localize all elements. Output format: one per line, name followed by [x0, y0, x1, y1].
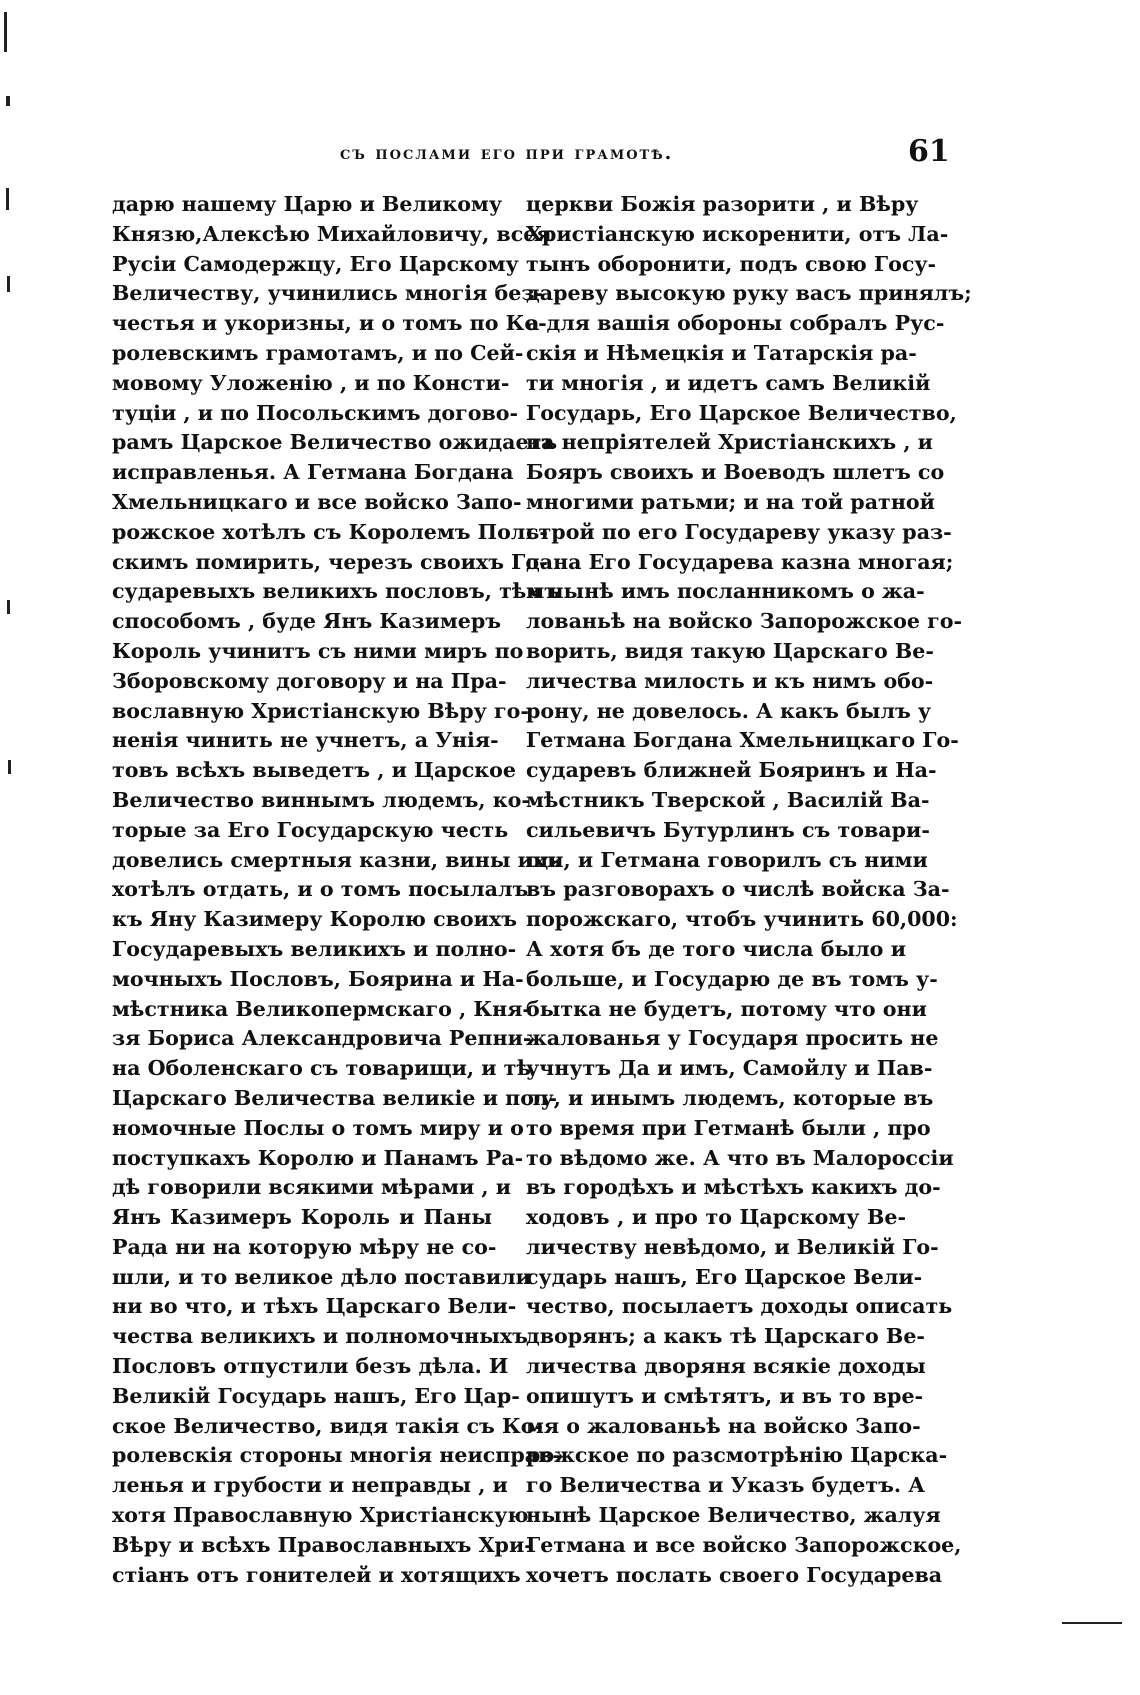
- page-number: 61: [908, 134, 950, 169]
- text-line: стіанъ отъ гонителей и хотящихъ: [112, 1562, 521, 1587]
- text-line: опишутъ и смѣтятъ, и въ то вре-: [526, 1383, 924, 1408]
- text-line: дана Его Государева казна многая;: [526, 549, 954, 574]
- text-line: Государевыхъ великихъ и полно-: [112, 936, 517, 961]
- scan-mark: [7, 276, 10, 292]
- text-line: Государь, Его Царское Величество,: [526, 400, 957, 425]
- text-line: дареву высокую руку васъ принялъ;: [526, 281, 972, 306]
- text-line: ворить, видя такую Царскаго Ве-: [526, 638, 934, 663]
- text-line: ненія чинить не учнетъ, а Унія-: [112, 728, 499, 753]
- text-line: чество, посылаетъ доходы описать: [526, 1294, 953, 1319]
- text-line: и нынѣ имъ посланникомъ о жа-: [526, 579, 925, 604]
- text-column-right: [526, 190, 972, 1590]
- text-line: учнутъ Да и имъ, Самойлу и Пав-: [526, 1056, 933, 1081]
- text-line: рамъ Царское Величество ожидаетъ: [112, 430, 558, 455]
- text-line: мовому Уложенію , и по Консти-: [112, 370, 510, 395]
- text-line: Гетмана Богдана Хмельницкаго Го-: [526, 728, 959, 753]
- text-line: ти многія , и идетъ самъ Великій: [526, 370, 931, 395]
- text-line: зя Бориса Александровича Репни-: [112, 1026, 532, 1051]
- scan-mark: [6, 96, 10, 106]
- text-line: способомъ , буде Янъ Казимеръ: [112, 609, 502, 634]
- text-line: скія и Нѣмецкія и Татарскія ра-: [526, 340, 917, 365]
- text-line: Величество виннымъ людемъ, ко-: [112, 787, 530, 812]
- text-line: А хотя бъ де того числа было и: [526, 936, 906, 961]
- text-line: ролевскія стороны многія неисправ-: [112, 1443, 561, 1468]
- text-line: туціи , и по Посольскимъ догово-: [112, 400, 519, 425]
- text-line: ролевскимъ грамотамъ, и по Сей-: [112, 340, 524, 365]
- text-line: Король учинитъ съ ними миръ по: [112, 638, 524, 663]
- text-line: на непріятелей Христіанскихъ , и: [526, 430, 933, 455]
- text-line: хотя Православную Христіанскую: [112, 1503, 529, 1528]
- text-line: личества дворяня всякіе доходы: [526, 1354, 926, 1379]
- text-line: поступкахъ Королю и Панамъ Ра-: [112, 1145, 524, 1170]
- text-line: сильевичъ Бутурлинъ съ товари-: [526, 817, 930, 842]
- text-line: мя о жалованьѣ на войско Запо-: [526, 1413, 921, 1438]
- text-line: Царскаго Величества великіе и пол-: [112, 1085, 558, 1110]
- text-line: дворянъ; а какъ тѣ Царскаго Ве-: [526, 1324, 925, 1349]
- text-line: мѣстника Великопермскаго , Кня-: [112, 996, 531, 1021]
- text-line: Великій Государь нашъ, Его Цар-: [112, 1383, 520, 1408]
- text-line: личеству невѣдомо, и Великій Го-: [526, 1234, 939, 1259]
- text-line: Рада ни на которую мѣру не со-: [112, 1234, 497, 1259]
- scan-mark: [7, 600, 10, 614]
- text-line: то вѣдомо же. А что въ Малороссіи: [526, 1145, 954, 1170]
- text-line: личества милость и къ нимъ обо-: [526, 668, 934, 693]
- text-line: исправленья. А Гетмана Богдана: [112, 460, 514, 485]
- text-line: нынѣ Царское Величество, жалуя: [526, 1503, 941, 1528]
- text-line: довелись смертныя казни, вины ихъ: [112, 847, 562, 872]
- scan-mark: [8, 760, 11, 774]
- text-line: къ Яну Казимеру Королю своихъ: [112, 907, 518, 932]
- text-line: рону, не довелось. А какъ былъ у: [526, 698, 932, 723]
- text-line: Русіи Самодержцу, Его Царскому: [112, 251, 519, 276]
- text-line: жалованья у Государя просить не: [526, 1026, 939, 1051]
- text-line: торые за Его Государскую честь: [112, 817, 509, 842]
- text-line: въ разговорахъ о числѣ войска За-: [526, 877, 950, 902]
- text-line: Янъ Казимеръ Король и Паны: [112, 1205, 492, 1230]
- scan-mark: [4, 12, 7, 52]
- text-line: вославную Христіанскую Вѣру го-: [112, 698, 529, 723]
- text-line: дарю нашему Царю и Великому: [112, 192, 503, 216]
- text-line: товъ всѣхъ выведетъ , и Царское: [112, 758, 516, 783]
- running-title: съ послами его при грамотѣ.: [340, 142, 674, 164]
- text-line: лованьѣ на войско Запорожское го-: [526, 609, 963, 634]
- text-line: Зборовскому договору и на Пра-: [112, 668, 507, 693]
- text-line: сударевъ ближней Бояринъ и На-: [526, 758, 937, 783]
- text-line: рожское по разсмотрѣнію Царска-: [526, 1443, 948, 1468]
- text-line: въ городѣхъ и мѣстѣхъ какихъ до-: [526, 1175, 941, 1200]
- text-line: церкви Божія разорити , и Вѣру: [526, 192, 919, 216]
- text-line: щи, и Гетмана говорилъ съ ними: [526, 847, 928, 872]
- text-line: Бояръ своихъ и Воеводъ шлетъ со: [526, 460, 945, 485]
- text-line: дѣ говорили всякими мѣрами , и: [112, 1175, 512, 1200]
- text-line: ское Величество, видя такія съ Ко-: [112, 1413, 543, 1438]
- text-column-left: [112, 190, 562, 1590]
- text-line: на Оболенскаго съ товарищи, и тѣ: [112, 1056, 531, 1081]
- text-line: Хмельницкаго и все войско Запо-: [112, 489, 522, 514]
- text-line: честья и укоризны, и о томъ по Ко-: [112, 311, 547, 336]
- text-line: го Величества и Указъ будетъ. А: [526, 1473, 926, 1498]
- scan-mark: [6, 188, 9, 210]
- text-line: больше, и Государю де въ томъ у-: [526, 966, 938, 991]
- text-line: порожскаго, чтобъ учинить 60,000:: [526, 907, 958, 932]
- text-line: Величеству, учинились многія без-: [112, 281, 544, 306]
- scan-mark: [1062, 1622, 1122, 1624]
- text-line: ленья и грубости и неправды , и: [112, 1473, 508, 1498]
- text-line: то время при Гетманѣ были , про: [526, 1115, 931, 1140]
- text-line: Гетмана и все войско Запорожское,: [526, 1532, 962, 1557]
- text-line: ни во что, и тѣхъ Царскаго Вели-: [112, 1294, 517, 1319]
- text-line: лу, и инымъ людемъ, которые въ: [526, 1085, 934, 1110]
- text-line: а для вашія обороны собралъ Рус-: [526, 311, 945, 336]
- text-line: сударь нашъ, Его Царское Вели-: [526, 1264, 923, 1289]
- text-line: рожское хотѣлъ съ Королемъ Поль-: [112, 519, 548, 544]
- text-line: ходовъ , и про то Царскому Ве-: [526, 1205, 906, 1230]
- text-line: скимъ помирить, черезъ своихъ Го-: [112, 549, 548, 574]
- text-line: тынъ оборонити, подъ свою Госу-: [526, 251, 937, 276]
- text-line: мочныхъ Пословъ, Боярина и На-: [112, 966, 524, 991]
- text-line: бытка не будетъ, потому что они: [526, 996, 927, 1021]
- text-line: Пословъ отпустили безъ дѣла. И: [112, 1354, 509, 1379]
- text-line: строй по его Государеву указу раз-: [526, 519, 952, 544]
- text-line: многими ратьми; и на той ратной: [526, 489, 935, 514]
- text-line: номочные Послы о томъ миру и о: [112, 1115, 524, 1140]
- text-line: Христіанскую искоренити, отъ Ла-: [526, 221, 949, 246]
- text-line: сударевыхъ великихъ пословъ, тѣмъ: [112, 579, 561, 604]
- text-line: Вѣру и всѣхъ Православныхъ Хри-: [112, 1532, 533, 1557]
- text-line: мѣстникъ Тверской , Василій Ва-: [526, 787, 930, 812]
- text-line: чества великихъ и полномочныхъ: [112, 1324, 528, 1349]
- text-line: хочетъ послать своего Государева: [526, 1562, 943, 1587]
- text-line: шли, и то великое дѣло поставили: [112, 1264, 531, 1289]
- text-line: хотѣлъ отдать, и о томъ посылалъ: [112, 877, 529, 902]
- text-line: Князю,Алексѣю Михайловичу, всея: [112, 221, 552, 246]
